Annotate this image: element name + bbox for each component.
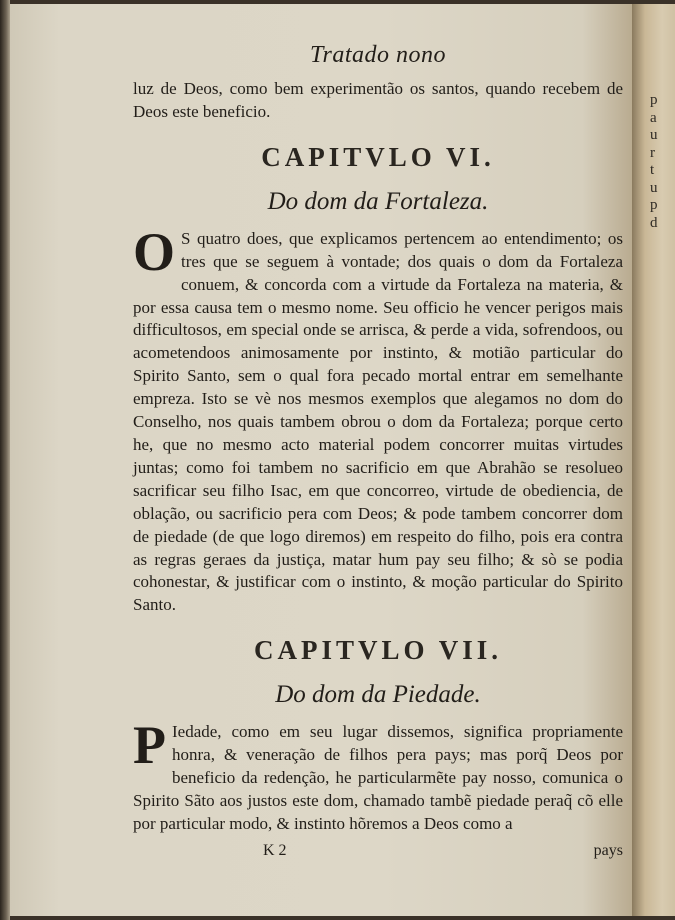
chapter-7-subtitle: Do dom da Piedade.	[275, 681, 481, 709]
signature-mark: K 2	[263, 841, 287, 859]
chapter-6-paragraph	[133, 221, 623, 617]
next-page-edge	[632, 4, 675, 916]
chapter-6-heading: CAPITVLO VI.	[261, 141, 495, 172]
chapter-6-subtitle: Do dom da Fortaleza.	[267, 187, 489, 215]
intro-paragraph: luz de Deos, como bem experimentão os santos, quando recebem de Deos este beneficio.	[133, 79, 623, 121]
chapter-7-paragraph	[133, 715, 623, 836]
book-binding	[0, 0, 10, 920]
page-footer	[133, 842, 623, 864]
text-column	[133, 40, 623, 864]
chapter-7-heading: CAPITVLO VII.	[253, 635, 503, 666]
drop-cap: P	[133, 715, 166, 776]
running-title: Tratado nono	[309, 42, 447, 68]
catchword: pays	[593, 841, 623, 859]
drop-cap: O	[133, 221, 176, 282]
next-page-letters: p a u r t u p d	[650, 92, 658, 231]
chapter-7-text: Iedade, como em seu lugar dissemos, significa propriamente honra, & veneração de filhos pera pays; mas porq̃ Deos por beneficio da redenção, he particularmẽte pay nosso, comunica o Spirito Sãto aos justos este dom, chamado tambẽ piedade peraq̃ cõ elle por particular modo, & instinto hõremos a Deos como a	[133, 722, 623, 833]
chapter-6-text: S quatro does, que explicamos pertencem ao entendimento; os tres que se seguem à vontade; dos quais o dom da Fortaleza conuem, & concorda com a virtude da Fortaleza na materia, & por essa causa tem o mesmo nome. Seu officio he vencer perigos mais difficultosos, em special onde se arrisca, & perde a vida, sofrendoos, ou acometendoos animosamente por instinto, & motião particular do Spirito Santo, sem o qual fora pecado mortal entrar em semelhante empreza. Isto se vè nos mesmos exemplos que alegamos no dom do Conselho, nos quais tambem obrou o dom da Fortaleza; porque certo he, que no mesmo acto material podem concorrer muitas virtudes juntas; como foi tambem no sacrificio em que Abrahão se resolueo sacrificar seu filho Isac, em que concorreo, virtude de obediencia, de oblação, ou sacrificio pera com Deos; & pode tambem concorrer dom de piedade (de que logo diremos) em respeito do filho, pois era contra as regras geraes da justiça, matar hum pay seu filho; & sò se podia cohonestar, & justificar com o instinto, & moção particular do Spirito Santo.	[133, 228, 623, 615]
